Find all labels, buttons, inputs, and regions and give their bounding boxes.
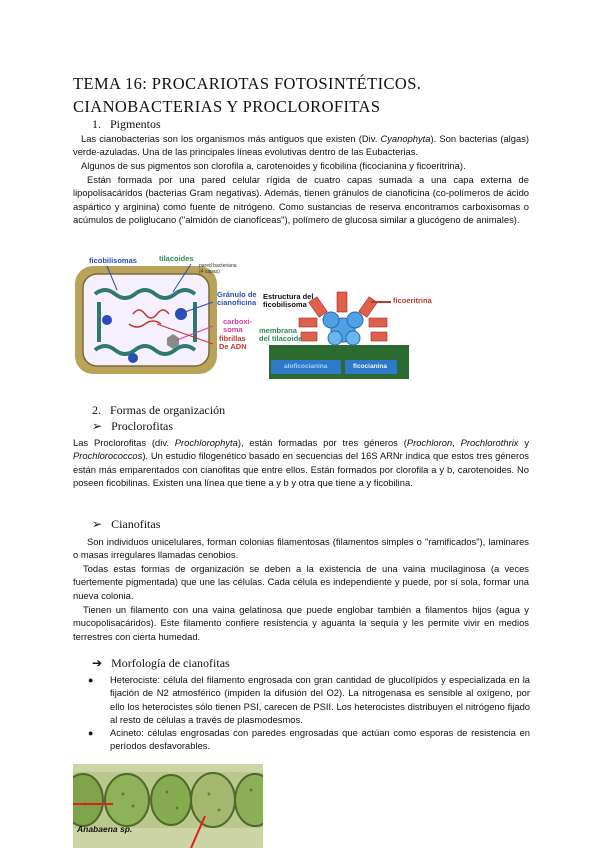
bullet-heterociste: Heterociste: célula del filamento engrosada con gran cantidad de glucolípidos y especializada en la fijación de N2 atmosférico (impiden la difusión del O2). La nitrogenasa es sensible al oxígeno, por ello los heterocistes sólo tienen PSI, carecen de PSII. Los heterocistes distribuyen el nitrógeno fijado al resto de células a través de plasmodesmos. [110,674,530,725]
arrow-icon: ➢ [92,517,103,531]
micrograph-image [73,764,263,848]
subsection-cianofitas-heading: ➢ Cianofitas [92,517,161,531]
cell-illustration [73,250,463,380]
label-carboxisoma: carboxi- soma [223,317,253,334]
label-aloficocianina: aloficocianina [284,363,328,370]
paragraph-cianofitas-1: Son individuos unicelulares, forman colonias filamentosas (filamentos simples o "ramificados"), laminares o masas irregulares llamadas cenobios. [73,536,529,561]
cyanobacteria-diagram [73,250,463,380]
paragraph-cianofitas-2: Todas estas formas de organización se deben a la existencia de una vaina mucilaginosa (a veces fuertemente pigmentada) que une las células. Cada célula es independiente y puede, por sí sola, formar una nueva colonia. [73,563,529,601]
label-ficobilisomas: ficobilisomas [89,256,137,265]
paragraph-proclorofitas: Las Proclorofitas (div. Prochlorophyta), están formadas por tres géneros (Prochloron, Prochlorothrix y Prochlorococcos). Un estudio filogenético basado en secuencias del 16S ARNr indica que estos tres géneros están más emparentados con cianofitas que entre ellos. Están formados por clorofila a y b, carotenoides. No poseen ficobilinas. Existen una línea que tiene a y b y otra que tiene a y ficobilina. [73,437,530,488]
page-title: TEMA 16: PROCARIOTAS FOTOSINTÉTICOS. CIANOBACTERIAS Y PROCLOROFITAS [73,74,422,116]
section-formas-heading [92,403,225,418]
label-granulo: Gránulo de cianoficina [217,290,257,307]
section-pigmentos-heading [92,117,161,132]
label-estructura: Estructura del ficobilisoma [263,292,314,309]
cyanophycin-granule-3 [128,353,138,363]
label-tilacoides: tilacoides [159,254,194,263]
subsection-morfologia-heading: ➔ Morfología de cianofitas [92,656,230,670]
bullet-icon: ● [88,675,94,685]
micrograph-caption: Anabaena sp. [77,824,133,834]
label-fibrillas: fibrillas De ADN [219,334,247,351]
label-pared: pared bacteriana (4 capas) [199,263,237,275]
anabaena-micrograph [73,764,263,848]
cyanophycin-granule-2 [102,315,112,325]
paragraph-pigmentos: Algunos de sus pigmentos son clorofila a, carotenoides y ficobilina (ficocianina y ficoeritrina). [81,160,466,171]
paragraph-pared: Están formada por una pared celular rígida de cuatro capas sumada a una capa externa de lipopolisacáridos (bacterias Gram negativas). Además, tienen gránulos de cianoficina (co-polímeros de ácido aspártico y arginina) como fuente de nitrógeno. Como sustancias de reserva encontramos carboxisomas o acúmulos de poliglucano ("almidón de cianofíceas"), polímero de glucosa similar a glucógeno de animales). [73,174,529,225]
paragraph-cianofitas-3: Tienen un filamento con una vaina gelatinosa que puede englobar también a filamentos hijos (agua y mucopolisacáridos). Este filamento confiere resistencia y aguanta la sequía y les permite vivir en medios terrestres con cierta humedad. [73,604,529,642]
section-label: Pigmentos [110,117,161,131]
arrow-icon: ➔ [92,656,103,670]
label-ficoeritrina: ficoeritrina [393,296,432,305]
section-number: 1. [92,117,101,131]
bullet-acineto: Acineto: células engrosadas con paredes engrosadas que actúan como esporas de resistencia en períodos desfavorables. [110,727,530,752]
paragraph-intro: Las cianobacterias son los organismos más antiguos que existen (Div. Cyanophyta). Son bacterias (algas) verde-azuladas. Una de las principales líneas evolutivas dentro de las Eubacterias. [73,133,529,158]
cell-interior [83,274,209,366]
section-label: Formas de organización [110,403,226,417]
label-membrana: membrana del tilacoide [259,326,303,343]
label-ficocianina: ficocianina [353,363,387,370]
arrow-icon: ➢ [92,419,103,433]
subsection-proclorofitas-heading: ➢ Proclorofitas [92,419,174,433]
cyanophycin-granule [175,308,187,320]
bullet-icon: ● [88,728,94,738]
section-number: 2. [92,403,101,417]
